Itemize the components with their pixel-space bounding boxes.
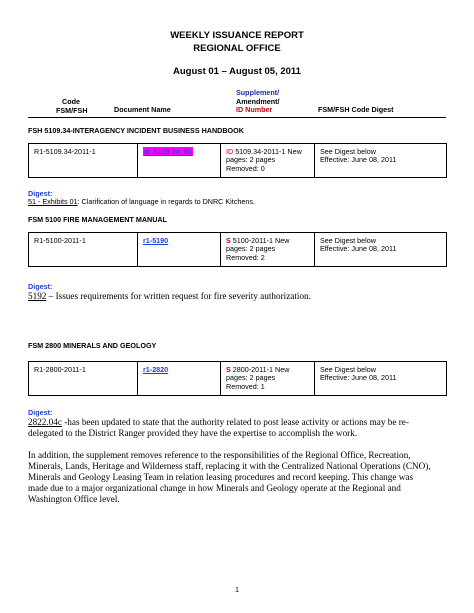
table-row [29, 233, 447, 267]
id-prefix: S [226, 365, 231, 374]
digest-link-51-exhibits[interactable]: 51 - Exhibits 01 [28, 197, 78, 206]
cell-digest [315, 144, 447, 178]
effective-date: Effective: June 08, 2011 [320, 155, 397, 165]
id-prefix: ID [226, 147, 234, 156]
document-link-r1-2820[interactable]: r1-2820 [143, 365, 169, 374]
paragraph-line: made due to a major organizational change in how Minerals and Geology operate at the Regional and [28, 483, 401, 493]
section-heading-fsm-2800: FSM 2800 MINERALS AND GEOLOGY [28, 341, 157, 350]
digest-text-5100: – Issues requirements for written request for fire severity authorization. [46, 291, 311, 301]
id-prefix: S [226, 236, 231, 245]
id-number: 5109.34-2011-1 New [235, 147, 302, 156]
digest-label-5109: Digest: [28, 189, 53, 198]
pages-count: pages: 2 pages [226, 373, 276, 383]
removed-count: Removed: 1 [226, 381, 265, 391]
digest-link-5192[interactable]: 5192 [28, 291, 47, 301]
issuance-table-2800 [28, 361, 447, 396]
cell-code: R1-5109.34-2011-1 [29, 144, 138, 178]
cell-code: R1-5100-2011-1 [29, 233, 138, 267]
column-code-line1: Code [62, 97, 80, 106]
digest-label-5100: Digest: [28, 282, 53, 291]
cell-digest [315, 233, 447, 267]
column-code-header [56, 98, 86, 115]
page-number: 1 [235, 585, 239, 594]
document-link-r1-5190[interactable]: r1-5190 [143, 236, 169, 245]
paragraph-line: Washington Office level. [28, 494, 120, 504]
digest-note: See Digest below [320, 365, 376, 374]
effective-date: Effective: June 08, 2011 [320, 244, 397, 254]
report-title: WEEKLY ISSUANCE REPORT [170, 30, 304, 41]
header-divider [28, 117, 446, 118]
issuance-table-5100 [28, 232, 447, 267]
section-heading-fsm-5100: FSM 5100 FIRE MANAGEMENT MANUAL [28, 215, 167, 224]
removed-count: Removed: 0 [226, 163, 265, 173]
section-heading-fsh-5109: FSH 5109.34-INTERAGENCY INCIDENT BUSINESS HANDBOOK [28, 126, 244, 135]
report-date-range: August 01 – August 05, 2011 [173, 66, 301, 77]
column-code-line2: FSM/FSH [56, 105, 88, 115]
paragraph-line: In addition, the supplement removes reference to the responsibilities of the Regional Office, Recreation, [28, 450, 411, 460]
column-supplement-line1: Supplement/ [236, 88, 280, 97]
cell-digest [315, 362, 447, 396]
removed-count: Removed: 2 [226, 252, 265, 262]
digest-link-2822-04c[interactable]: 2822.04c [28, 417, 62, 427]
column-supplement-line3: ID Number [236, 105, 273, 115]
digest-body-5109 [28, 197, 255, 206]
pages-count: pages: 2 pages [226, 244, 276, 254]
column-digest-header: FSM/FSH Code Digest [318, 105, 394, 114]
digest-note: See Digest below [320, 236, 376, 245]
paragraph-line: Minerals and Geology Leasing Team in relation leasing procedures and record keeping. This change was [28, 472, 414, 482]
digest-text-2800-line1: -has been updated to state that the authority related to post lease activity or actions may be re- [61, 417, 409, 427]
cell-id-number [221, 362, 315, 396]
cell-document [138, 362, 221, 396]
cell-id-number [221, 233, 315, 267]
cell-id-number [221, 144, 315, 178]
digest-body-2800 [28, 417, 448, 439]
digest-body-5100 [28, 291, 311, 302]
issuance-table-5109 [28, 143, 447, 178]
digest-text-2800-line2: delegated to the District Ranger provided they have the expertise to accomplish the work. [28, 428, 358, 438]
digest-note: See Digest below [320, 147, 376, 156]
effective-date: Effective: June 08, 2011 [320, 373, 397, 383]
document-link-id-5109[interactable]: id_5109.34_60 [144, 147, 192, 156]
paragraph-line: Minerals, Lands, Heritage and Wilderness staff, replacing it with the Centralized National Operations (CNO), [28, 461, 431, 471]
report-subtitle: REGIONAL OFFICE [193, 43, 281, 54]
pages-count: pages: 2 pages [226, 155, 276, 165]
cell-document [138, 233, 221, 267]
digest-paragraph-2800 [28, 450, 448, 505]
id-number: 5100-2011-1 New [232, 236, 290, 245]
cell-code: R1-2800-2011-1 [29, 362, 138, 396]
table-row [29, 144, 447, 178]
column-supplement-line2: Amendment/ [236, 96, 280, 106]
column-supplement-header [236, 89, 280, 115]
cell-document [138, 144, 221, 178]
table-row [29, 362, 447, 396]
digest-text-5109: : Clarification of language in regards to DNRC Kitchens. [77, 197, 255, 206]
digest-label-2800: Digest: [28, 408, 53, 417]
id-number: 2800-2011-1 New [232, 365, 290, 374]
column-document-name-header: Document Name [114, 105, 171, 114]
